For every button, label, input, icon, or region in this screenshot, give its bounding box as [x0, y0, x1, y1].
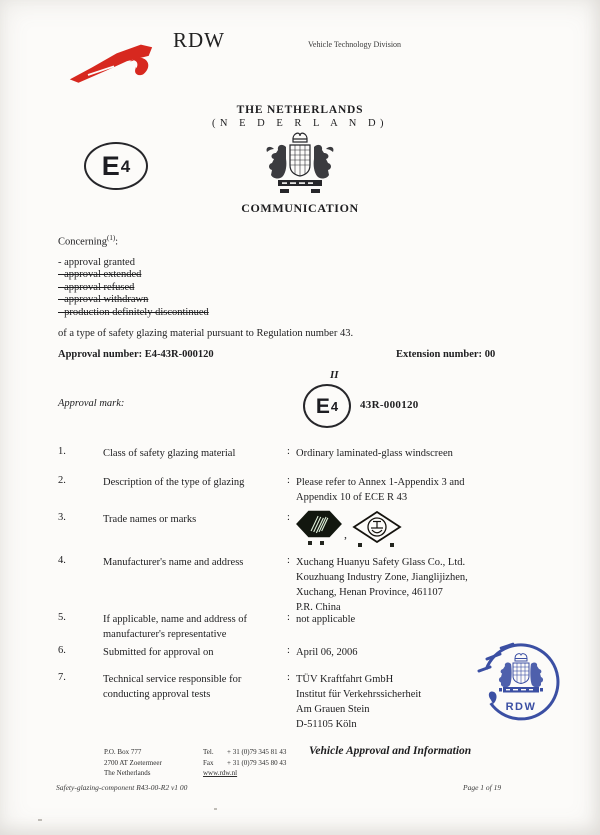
diamond-trademark-icon: [352, 511, 402, 543]
approval-number: [58, 349, 214, 360]
e4-number: 4: [120, 156, 131, 176]
text-line: Xuchang Huanyu Safety Glass Co., Ltd.: [296, 557, 466, 568]
concerning-heading: [58, 234, 353, 248]
tel-line: [203, 747, 286, 758]
e4-approval-badge: [84, 142, 148, 190]
text-line: Trade names or marks: [103, 514, 197, 525]
item-label: [103, 645, 283, 660]
colon: :: [287, 446, 290, 457]
option-approval-extended: - approval extended: [58, 269, 142, 281]
item-label: [103, 612, 283, 642]
text-line: Institut für Verkehrssicherheit: [296, 689, 422, 700]
trademark-separator: ,: [344, 527, 347, 541]
item-number: 6.: [58, 645, 66, 656]
text-line: Ordinary laminated-glass windscreen: [296, 448, 453, 459]
colon: :: [287, 475, 290, 486]
fax-value: + 31 (0)79 345 80 43: [227, 758, 287, 767]
page-number: Page 1 of 19: [463, 783, 502, 792]
item-number: 1.: [58, 446, 66, 457]
text-line: 2700 AT Zoetermeer: [104, 758, 162, 767]
country-subtitle: (N E D E R L A N D): [211, 118, 389, 129]
scan-speck: [214, 808, 217, 810]
concerning-subject: of a type of safety glazing material pursuant to Regulation number 43.: [58, 328, 354, 340]
extension-number: [396, 349, 495, 360]
netherlands-coat-of-arms-icon: [250, 132, 350, 196]
option-approval-withdrawn: - approval withdrawn: [58, 294, 149, 306]
text-line: Class of safety glazing material: [103, 448, 236, 459]
colon: :: [115, 236, 119, 248]
division-label: Vehicle Technology Division: [308, 40, 402, 49]
text-line: TÜV Kraftfahrt GmbH: [296, 674, 394, 685]
document-reference: Safety-glazing-component R43-00-R2 v1 00: [56, 783, 188, 792]
approval-mark-code: 43R-000120: [360, 399, 419, 411]
country-title: THE NETHERLANDS: [236, 104, 364, 116]
scan-speck: [38, 819, 42, 821]
website-link[interactable]: www.rdw.nl: [203, 769, 238, 778]
text-line: manufacturer's representative: [103, 629, 227, 640]
text-line: Submitted for approval on: [103, 647, 214, 658]
rdw-stamp-icon: [477, 636, 561, 728]
extension-number-value: 00: [484, 349, 496, 360]
text-line: Xuchang, Henan Province, 461107: [296, 587, 443, 598]
colon: :: [287, 645, 290, 656]
text-line: Please refer to Annex 1-Appendix 3 and: [296, 477, 465, 488]
approval-mark-class: II: [330, 369, 339, 381]
text-line: Technical service responsible for: [103, 674, 242, 685]
trademark-caption-marks: [308, 541, 312, 545]
colon: :: [287, 512, 290, 523]
concerning-section: [58, 234, 353, 339]
brand-wordmark: RDW: [173, 28, 225, 52]
item-label: [103, 475, 283, 490]
footer-address: [104, 747, 162, 779]
stamp-rdw-text: RDW: [505, 701, 537, 713]
extension-number-label: Extension number:: [396, 349, 483, 360]
colon: :: [287, 612, 290, 623]
text-line: D-51105 Köln: [296, 719, 357, 730]
footer-contact: [203, 747, 286, 779]
item-number: 5.: [58, 612, 66, 623]
text-line: Manufacturer's name and address: [103, 557, 244, 568]
option-approval-granted: - approval granted: [58, 256, 135, 268]
colon: :: [287, 555, 290, 566]
item-label: [103, 512, 283, 527]
item-value: [296, 612, 536, 627]
text-line: Description of the type of glazing: [103, 477, 245, 488]
approval-number-label: Approval number:: [58, 349, 143, 360]
department-title: Vehicle Approval and Information: [309, 745, 472, 757]
text-line: The Netherlands: [104, 769, 151, 778]
doc-type-title: COMMUNICATION: [241, 201, 359, 215]
mark-e-number: 4: [330, 398, 339, 414]
text-line: April 06, 2006: [296, 647, 358, 658]
text-line: conducting approval tests: [103, 689, 211, 700]
hexagon-trademark-icon: [296, 509, 342, 539]
tel-label: Tel.: [203, 748, 214, 756]
item-number: 7.: [58, 672, 66, 683]
tel-value: + 31 (0)79 345 81 43: [227, 748, 287, 756]
text-line: Am Grauen Stein: [296, 704, 370, 715]
footnote-ref: (1): [107, 234, 116, 242]
item-label: [103, 555, 283, 570]
item-label: [103, 672, 283, 702]
approval-mark-label: Approval mark:: [58, 398, 125, 409]
colon: :: [287, 672, 290, 683]
text-line: P.O. Box 777: [104, 748, 142, 756]
item-value: [296, 446, 536, 461]
text-line: Appendix 10 of ECE R 43: [296, 492, 408, 503]
text-line: Kouzhuang Industry Zone, Jianglijizhen,: [296, 572, 468, 583]
item-number: 4.: [58, 555, 66, 566]
fax-line: [203, 758, 286, 769]
text-line: P.R. China: [296, 602, 341, 613]
approval-number-value: E4-43R-000120: [144, 349, 214, 360]
trade-marks: [296, 503, 446, 551]
option-approval-refused: - approval refused: [58, 281, 135, 293]
option-production-discontinued: - production definitely discontinued: [58, 306, 209, 318]
concerning-label: Concerning: [58, 236, 107, 248]
rdw-logo-icon: [66, 36, 162, 88]
trademark-caption-marks: [320, 541, 324, 545]
fax-label: Fax: [203, 758, 214, 767]
e4-letter: E: [101, 150, 120, 181]
item-number: 3.: [58, 512, 66, 523]
item-value: [296, 475, 536, 505]
item-number: 2.: [58, 475, 66, 486]
text-line: If applicable, name and address of: [103, 614, 248, 625]
item-value: [296, 555, 536, 615]
trademark-caption-marks: [358, 543, 362, 547]
trademark-caption-marks: [390, 543, 394, 547]
approval-mark-e4-badge: [303, 384, 351, 428]
item-label: [103, 446, 283, 461]
text-line: not applicable: [296, 614, 356, 625]
mark-e-letter: E: [315, 394, 330, 418]
